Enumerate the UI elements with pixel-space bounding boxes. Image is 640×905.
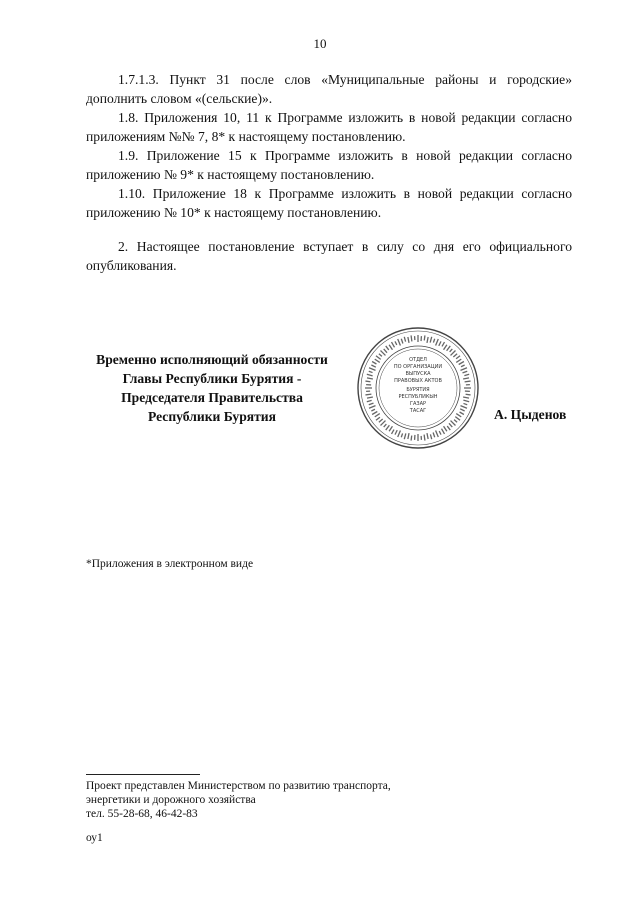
stamp-ring-glyph [424,435,425,441]
stamp-ring-glyph [367,397,373,398]
page-number: 10 [313,36,327,51]
stamp-ring-glyph [384,349,387,353]
paragraph-1-7-1-3: 1.7.1.3. Пункт 31 после слов «Муниципальные районы и городские» дополнить словом «(сельские)». [86,72,572,106]
stamp-ring-glyph [376,356,381,360]
stamp-ring-glyph [381,421,386,426]
footnote: *Приложения в электронном виде [86,558,254,570]
stamp-ring-glyph [447,426,450,430]
paragraph-2: 2. Настоящее постановление вступает в силу со дня его официального опубликования. [86,239,572,273]
stamp-ring-glyph [449,423,452,427]
stamp-ring-glyph [376,417,380,420]
stamp-ring-glyph [371,409,375,411]
stamp-ring-glyph [444,345,447,350]
stamp-ring-glyph [369,371,373,372]
stamp-ring-glyph [460,409,464,411]
stamp-ring-glyph [375,359,380,362]
stamp-ring-glyph [392,342,395,347]
stamp-ring-glyph [439,431,441,435]
stamp-ring-glyph [427,337,428,343]
stamp-ring-glyph [439,341,441,345]
stamp-ring-glyph [463,371,468,373]
stamp-ring-glyph [375,414,380,417]
official-stamp [356,326,480,450]
stamp-ring-glyph [456,356,460,359]
stamp-line-7: ГАЗАР [409,401,427,407]
stamp-ring-glyph [367,374,373,376]
stamp-ring-glyph [442,429,445,434]
stamp-ring-glyph [427,433,428,439]
signer-name: А. Цыденов [494,407,567,422]
stamp-ring-glyph [454,420,457,423]
stamp-ring-glyph [433,339,434,343]
stamp-ring-glyph [404,337,405,342]
stamp-ring-glyph [447,346,451,351]
stamp-ring-glyph [450,349,453,352]
paragraph-1-8: 1.8. Приложения 10, 11 к Программе изложить в новой редакции согласно приложениям №№ 7, 8* к настоящему постановлению. [86,110,572,144]
stamp-ring-glyph [372,362,376,365]
stamp-ring-glyph [408,433,409,439]
stamp-ring-glyph [465,381,471,382]
stamp-ring-glyph [408,337,409,343]
stamp-ring-glyph [463,403,467,404]
stamp-ring-glyph [395,341,397,345]
stamp-ring-glyph [430,337,432,343]
stamp-ring-glyph [365,381,370,382]
stamp-ring-glyph [424,335,425,340]
stamp-ring-glyph [451,421,456,426]
stamp-ring-glyph [436,339,439,345]
stamp-ring-glyph [466,394,471,395]
footer-divider [86,774,200,775]
stamp-ring-glyph [460,412,464,415]
stamp-line-8: ТАСАГ [409,408,427,414]
typist-code: оу1 [86,832,103,844]
stamp-ring-glyph [386,346,389,350]
signatory-position [84,350,340,426]
position-line-1: Временно исполняющий обязанности [96,352,328,367]
stamp-ring-glyph [411,335,412,341]
stamp-ring-glyph [464,374,469,375]
position-line-3: Председателя Правительства [121,390,303,405]
stamp-line-5: БУРЯТИЯ [406,387,430,393]
stamp-ring-glyph [389,345,392,350]
stamp-line-4: ПРАВОВЫХ АКТОВ [394,378,442,384]
stamp-ring-glyph [463,400,469,402]
stamp-ring-glyph [401,339,403,344]
stamp-ring-glyph [367,400,372,401]
stamp-line-6: РЕСПУБЛИКЫН [398,394,438,400]
stamp-ring-glyph [386,425,390,430]
document-body [86,70,572,275]
footer-line-2: энергетики и дорожного хозяйства [86,794,256,806]
stamp-ring-glyph [379,419,383,422]
stamp-ring-glyph [369,403,374,405]
stamp-ring-glyph [451,351,456,356]
stamp-ring-glyph [401,433,402,437]
stamp-ring-glyph [404,433,406,439]
stamp-ring-glyph [372,412,377,415]
stamp-ring-glyph [463,378,469,379]
stamp-ring-glyph [381,351,386,356]
stamp-ring-glyph [392,430,395,434]
footer-note [86,779,391,821]
stamp-ring-glyph [398,339,401,345]
stamp-ring-glyph [367,378,373,379]
paragraph-1-10: 1.10. Приложение 18 к Программе изложить в новой редакции согласно приложению № 10* к настоящему постановлению. [86,186,572,220]
stamp-ring-glyph [411,436,412,441]
stamp-ring-glyph [461,365,465,367]
stamp-ring-glyph [461,368,467,371]
position-line-2: Главы Республики Бурятия - [122,371,302,386]
stamp-ring-glyph [442,342,445,346]
stamp-ring-glyph [433,433,435,438]
stamp-ring-glyph [456,359,461,362]
footer-line-3: тел. 55-28-68, 46-42-83 [86,808,198,820]
stamp-ring-glyph [398,431,401,437]
stamp-ring-glyph [455,417,460,421]
stamp-ring-glyph [369,368,375,371]
footer-line-1: Проект представлен Министерством по развитию транспорта, [86,780,391,792]
stamp-ring-glyph [369,406,375,409]
stamp-ring-glyph [463,397,469,398]
stamp-ring-glyph [389,426,392,431]
stamp-ring-glyph [461,406,467,409]
stamp-line-2: ПО ОРГАНИЗАЦИИ [393,364,443,370]
stamp-ring-glyph [459,362,464,365]
stamp-ring-glyph [456,414,461,417]
stamp-line-1: ОТДЕЛ [409,357,427,363]
stamp-ring-glyph [384,424,387,427]
stamp-ring-glyph [379,354,382,357]
stamp-line-3: ВЫПУСКА [405,371,431,377]
stamp-ring-glyph [430,434,431,439]
stamp-ring-glyph [444,426,447,431]
stamp-ring-glyph [436,431,439,437]
position-line-4: Республики Бурятия [147,409,276,424]
stamp-ring-glyph [365,394,371,395]
stamp-ring-glyph [371,365,375,367]
stamp-ring-glyph [453,354,457,357]
paragraph-1-9: 1.9. Приложение 15 к Программе изложить в новой редакции согласно приложению № 9* к настоящему постановлению. [86,148,572,182]
stamp-ring-glyph [395,430,397,434]
